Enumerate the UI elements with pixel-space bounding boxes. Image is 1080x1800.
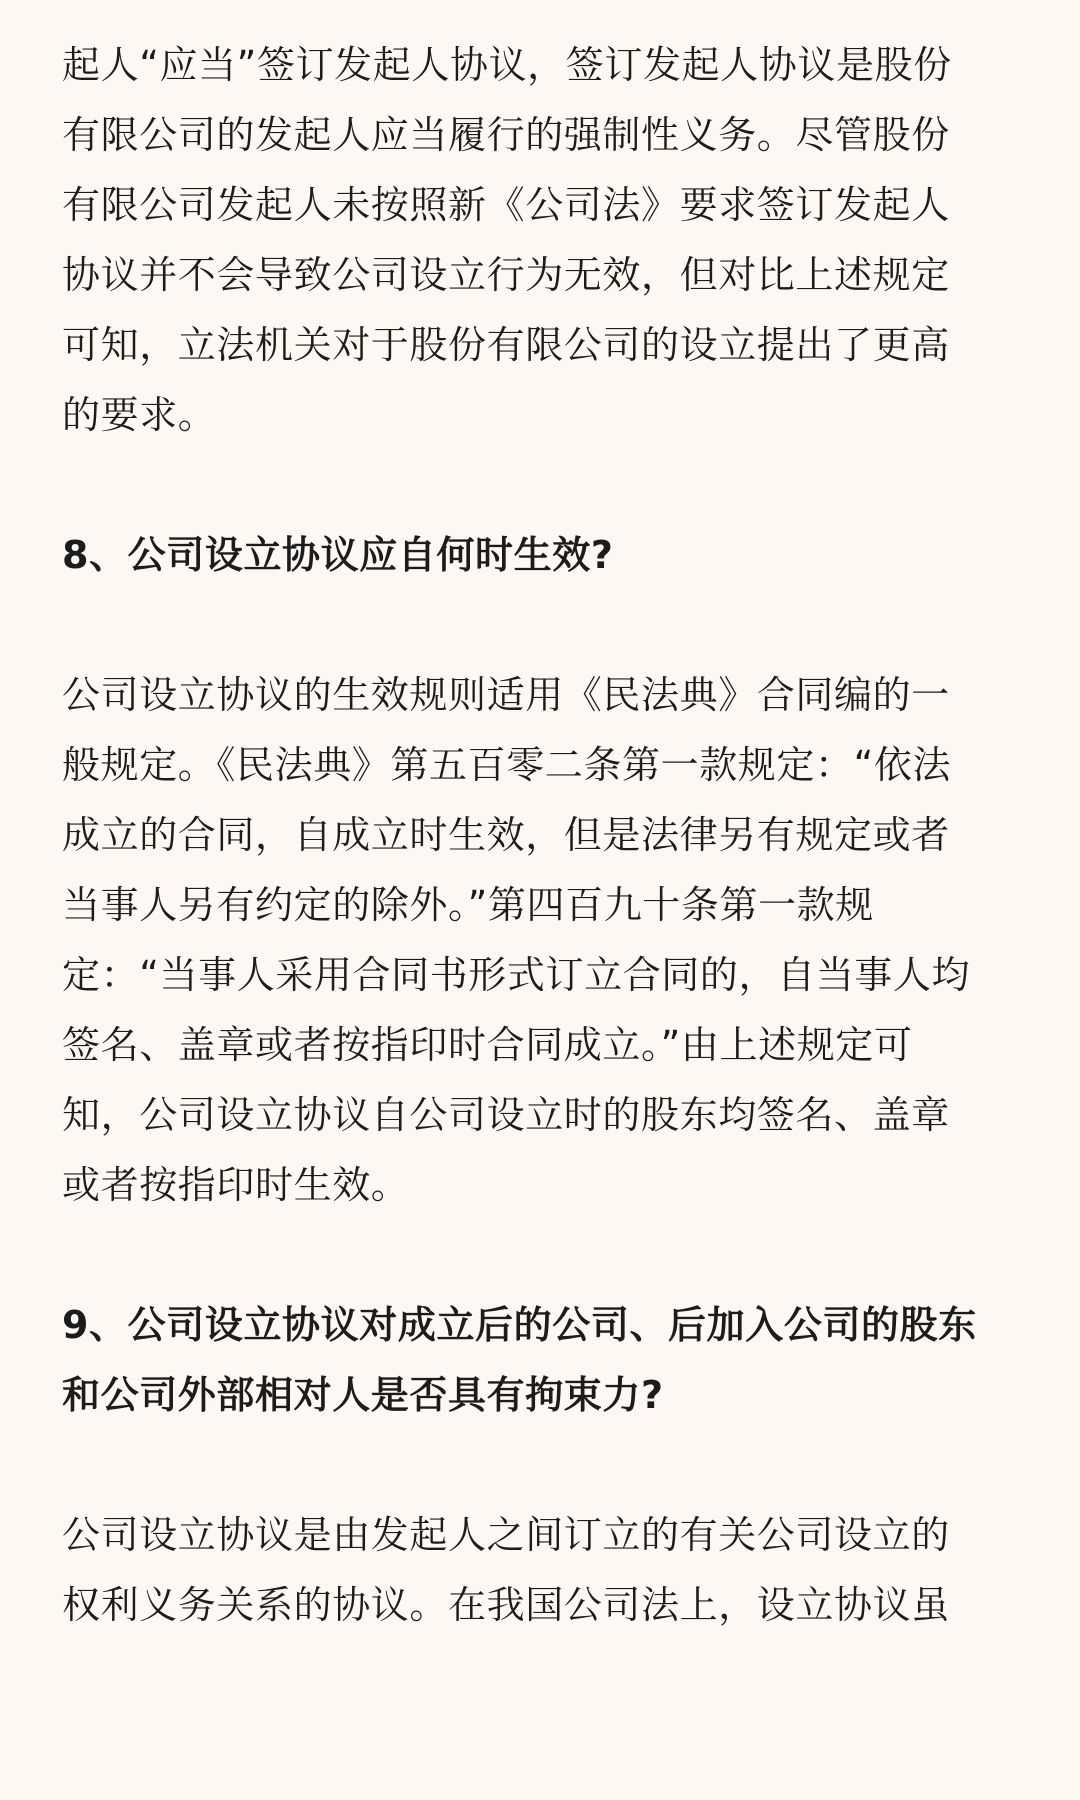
text-line: 可知，立法机关对于股份有限公司的设立提出了更高 — [62, 323, 950, 367]
paragraph-effective-rules — [62, 660, 1030, 1220]
text-line: 起人“应当”签订发起人协议，签订发起人协议是股份 — [62, 43, 952, 87]
heading-line: 和公司外部相对人是否具有拘束力? — [62, 1373, 664, 1417]
text-line: 有限公司的发起人应当履行的强制性义务。尽管股份 — [62, 113, 950, 157]
paragraph-binding-force — [62, 1500, 1030, 1640]
text-line: 成立的合同，自成立时生效，但是法律另有规定或者 — [62, 813, 950, 857]
heading-line: 9、公司设立协议对成立后的公司、后加入公司的股东 — [62, 1303, 977, 1347]
text-line: 知，公司设立协议自公司设立时的股东均签名、盖章 — [62, 1093, 950, 1137]
text-line: 定：“当事人采用合同书形式订立合同的，自当事人均 — [62, 953, 971, 997]
section-heading-9 — [62, 1290, 1030, 1430]
text-line: 的要求。 — [62, 393, 217, 437]
text-line: 公司设立协议是由发起人之间订立的有关公司设立的 — [62, 1513, 950, 1557]
text-line: 协议并不会导致公司设立行为无效，但对比上述规定 — [62, 253, 950, 297]
section-heading-8 — [62, 520, 1030, 590]
text-line: 有限公司发起人未按照新《公司法》要求签订发起人 — [62, 183, 950, 227]
text-line: 公司设立协议的生效规则适用《民法典》合同编的一 — [62, 673, 950, 717]
paragraph-gap — [62, 1220, 1030, 1290]
text-line: 般规定。《民法典》第五百零二条第一款规定：“依法 — [62, 743, 952, 787]
text-line: 或者按指印时生效。 — [62, 1163, 410, 1207]
paragraph-founder-agreement — [62, 30, 1030, 450]
paragraph-gap — [62, 590, 1030, 660]
text-line: 签名、盖章或者按指印时合同成立。”由上述规定可 — [62, 1023, 913, 1067]
paragraph-gap — [62, 450, 1030, 520]
heading-line: 8、公司设立协议应自何时生效? — [62, 533, 614, 577]
text-line: 权利义务关系的协议。在我国公司法上，设立协议虽 — [62, 1583, 950, 1627]
text-line: 当事人另有约定的除外。”第四百九十条第一款规 — [62, 883, 874, 927]
paragraph-gap — [62, 1430, 1030, 1500]
